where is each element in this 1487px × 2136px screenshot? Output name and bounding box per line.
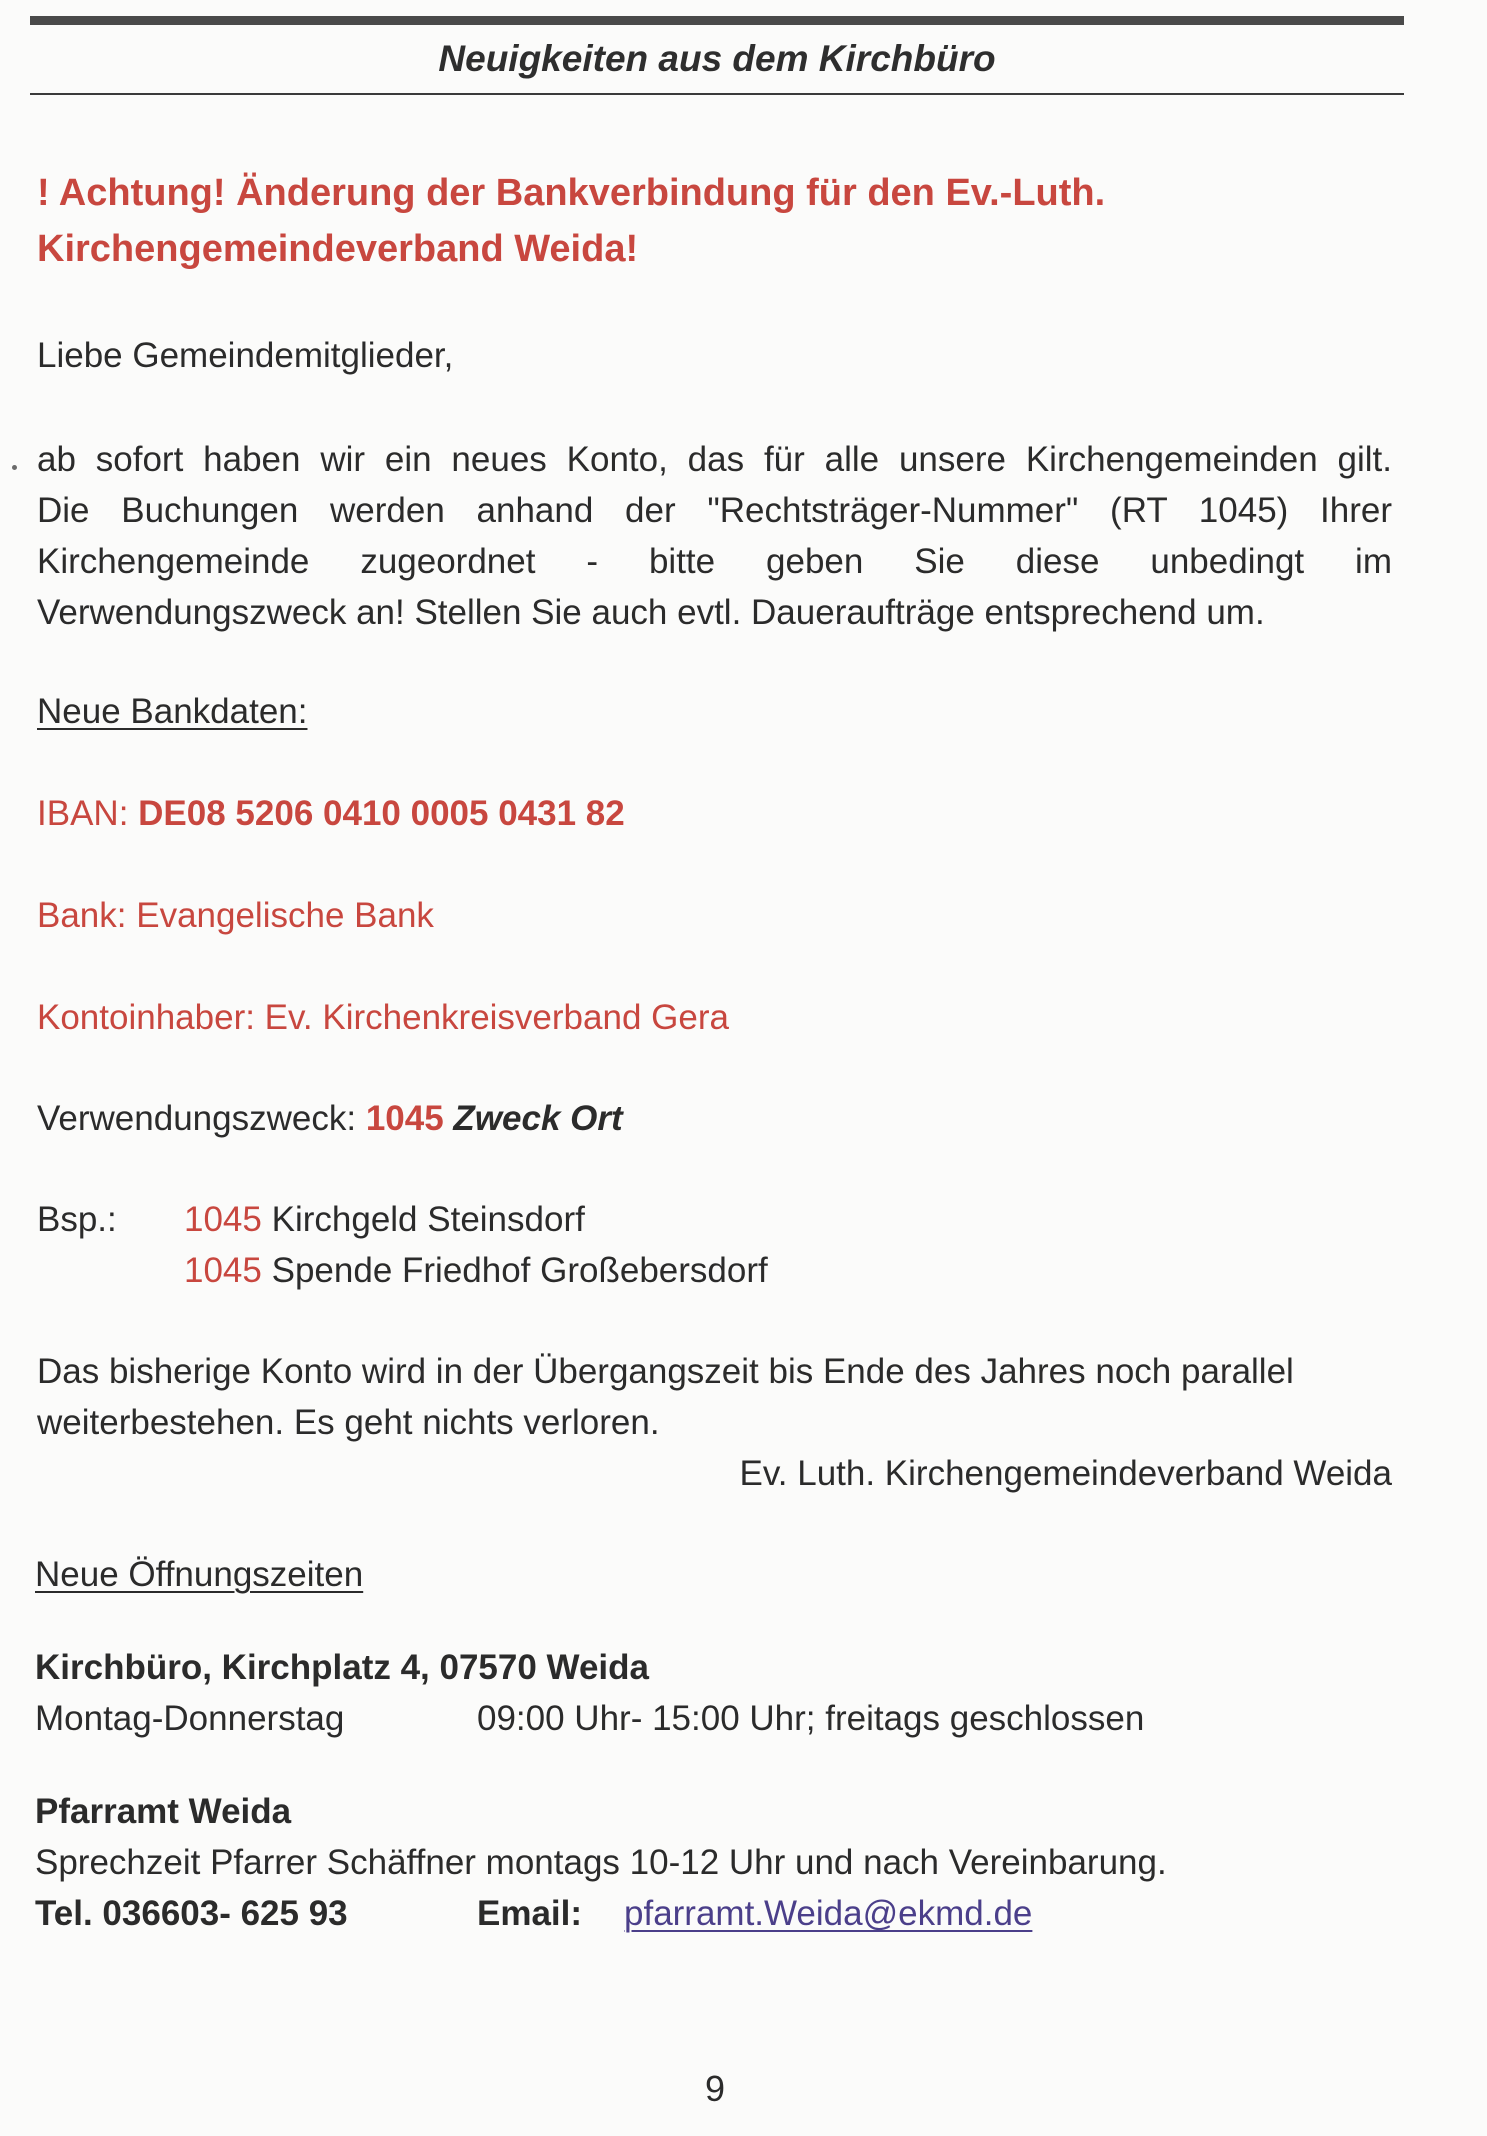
transition-line-1: Das bisherige Konto wird in der Übergangszeit bis Ende des Jahres noch parallel	[37, 1352, 1294, 1391]
intro-line-3: Kirchengemeinde zugeordnet - bitte geben Sie diese unbedingt im	[37, 542, 1392, 581]
example-2	[184, 1251, 768, 1291]
purpose-text: Zweck Ort	[453, 1099, 623, 1138]
office-days: Montag-Donnerstag	[35, 1699, 345, 1738]
example-label: Bsp.:	[37, 1200, 117, 1239]
email-link[interactable]: pfarramt.Weida@ekmd.de	[624, 1894, 1033, 1933]
account-holder: Kontoinhaber: Ev. Kirchenkreisverband Gera	[37, 998, 729, 1037]
hours-heading: Neue Öffnungszeiten	[35, 1555, 364, 1594]
iban-row	[37, 794, 625, 834]
example-1-number: 1045	[184, 1200, 262, 1239]
email-label: Email:	[477, 1894, 583, 1933]
notice-heading-line-1: ! Achtung! Änderung der Bankverbindung für den Ev.-Luth.	[37, 172, 1106, 214]
notice-heading-line-2: Kirchengemeindeverband Weida!	[37, 228, 639, 270]
example-2-text: Spende Friedhof Großebersdorf	[271, 1251, 768, 1290]
bank-name: Bank: Evangelische Bank	[37, 896, 434, 935]
example-1-text: Kirchgeld Steinsdorf	[271, 1200, 585, 1239]
signature: Ev. Luth. Kirchengemeindeverband Weida	[739, 1454, 1392, 1493]
iban-label: IBAN:	[37, 794, 129, 833]
parish-consult-hours: Sprechzeit Pfarrer Schäffner montags 10-12 Uhr und nach Vereinbarung.	[35, 1843, 1167, 1882]
intro-line-4: Verwendungszweck an! Stellen Sie auch evtl. Daueraufträge entsprechend um.	[37, 593, 1265, 632]
header-top-bar	[30, 16, 1404, 25]
header-rule	[30, 93, 1404, 95]
greeting: Liebe Gemeindemitglieder,	[37, 336, 454, 375]
purpose-label: Verwendungszweck:	[37, 1099, 357, 1138]
parish-telephone: Tel. 036603- 625 93	[35, 1894, 348, 1933]
office-title: Kirchbüro, Kirchplatz 4, 07570 Weida	[35, 1648, 649, 1687]
parish-title: Pfarramt Weida	[35, 1792, 292, 1831]
intro-paragraph	[37, 434, 1392, 638]
purpose-number: 1045	[365, 1099, 444, 1138]
intro-line-1: ab sofort haben wir ein neues Konto, das für alle unsere Kirchengemeinden gilt.	[37, 440, 1392, 479]
scan-speck	[12, 465, 17, 470]
example-2-number: 1045	[184, 1251, 262, 1290]
purpose-row	[37, 1099, 623, 1139]
office-times: 09:00 Uhr- 15:00 Uhr; freitags geschlossen	[477, 1699, 1145, 1738]
example-1	[184, 1200, 585, 1240]
intro-line-2: Die Buchungen werden anhand der "Rechtsträger-Nummer" (RT 1045) Ihrer	[37, 491, 1392, 530]
bank-heading: Neue Bankdaten:	[37, 692, 308, 731]
page-number: 9	[704, 2068, 726, 2109]
iban-value: DE08 5206 0410 0005 0431 82	[138, 794, 625, 833]
transition-line-2: weiterbestehen. Es geht nichts verloren.	[37, 1403, 660, 1442]
page-header-title: Neuigkeiten aus dem Kirchbüro	[438, 38, 996, 79]
